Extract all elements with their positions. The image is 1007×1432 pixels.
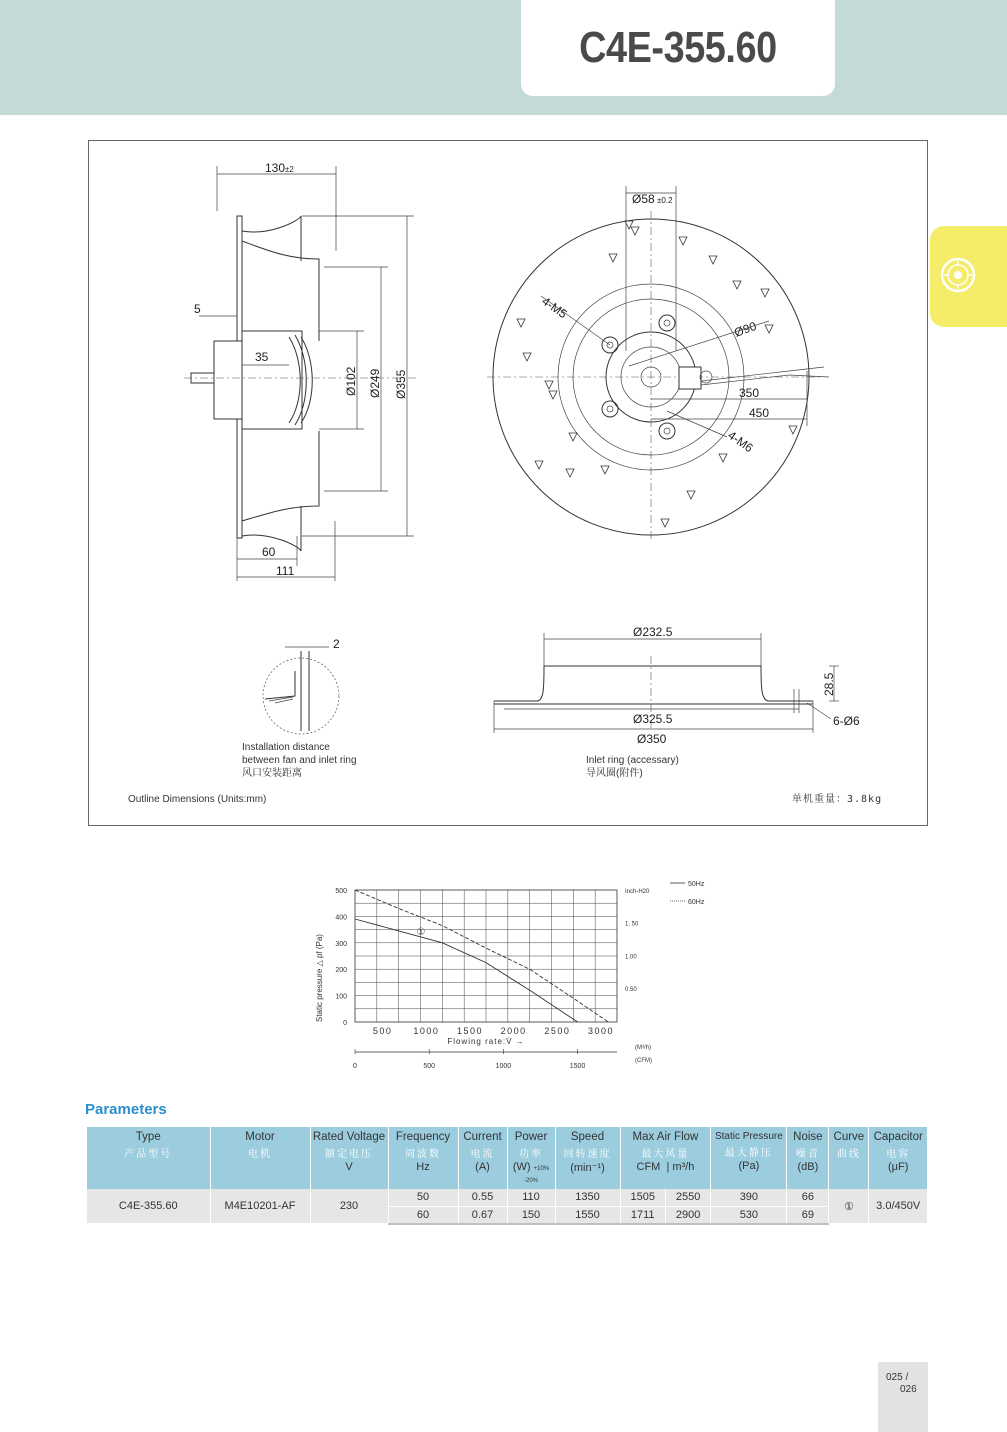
chart-x-axis-label: Flowing rate:V̇ →: [447, 1037, 525, 1046]
chart-grid: [355, 890, 617, 1054]
table-header-row: [87, 1127, 927, 1189]
cell-noise: 66: [787, 1189, 829, 1206]
cell-current: 0.55: [458, 1189, 507, 1206]
dim-6-d6: 6-Ø6: [833, 714, 860, 728]
ring-caption: [586, 754, 679, 780]
chart-cfm-tick-label: 1500: [569, 1063, 586, 1070]
cell-voltage: 230: [310, 1189, 388, 1224]
dim-28-5: 28.5: [822, 672, 836, 696]
col-voltage: Rated Voltage 额定电压 V: [310, 1127, 388, 1189]
dim-130-tol: ±2: [285, 165, 294, 174]
install-caption-line2: between fan and inlet ring: [242, 755, 357, 766]
chart-right-tick-label: 1.00: [625, 954, 637, 961]
cell-speed: 1550: [555, 1206, 620, 1224]
chart-right-tick-label: 0.50: [625, 987, 637, 993]
chart-x-tick-label: 3000: [587, 1026, 615, 1036]
install-caption: [242, 741, 357, 780]
col-noise: Noise 噪音 (dB): [787, 1127, 829, 1189]
cell-power: 110: [507, 1189, 555, 1206]
dim-d58: Ø58: [632, 192, 655, 206]
cell-curve: ①: [829, 1189, 869, 1224]
chart-y-tick-label: 400: [335, 914, 347, 922]
chart-legend-label: 50Hz: [688, 881, 705, 888]
title-box: [521, 0, 835, 96]
col-curve: Curve 曲线: [829, 1127, 869, 1189]
chart-svg: [300, 870, 720, 1080]
dim-d355: Ø355: [394, 369, 408, 399]
chart-cfm-unit: (CFM): [635, 1058, 652, 1064]
cell-m3h: 2550: [665, 1189, 710, 1206]
dim-350: 350: [739, 386, 760, 400]
cell-type: C4E-355.60: [87, 1189, 210, 1224]
performance-chart: [300, 870, 720, 1080]
cell-freq: 50: [388, 1189, 458, 1206]
col-motor: Motor 电机: [210, 1127, 310, 1189]
cell-m3h: 2900: [665, 1206, 710, 1224]
dim-4-m5: 4-M5: [539, 293, 570, 322]
dim-111: 111: [276, 564, 295, 578]
dim-d58-tol: ±0.2: [657, 196, 673, 205]
col-max-air-flow: Max Air Flow 最大风量 CFM | m³/h: [620, 1127, 711, 1189]
chart-x-tick-label: 1000: [413, 1026, 440, 1036]
cell-capacitor: 3.0/450V: [869, 1189, 927, 1224]
dim-d249: Ø249: [368, 368, 382, 398]
brand-badge-icon: [940, 257, 976, 293]
install-caption-line3: 风口安装距离: [242, 768, 302, 779]
cell-noise: 69: [787, 1206, 829, 1224]
col-power: Power 功率 (W) +10% -20%: [507, 1127, 555, 1189]
parameters-table: [87, 1127, 927, 1225]
col-static-pressure: Static Pressure 最大静压 (Pa): [711, 1127, 787, 1189]
chart-x-tick-label: 2000: [500, 1026, 527, 1036]
dim-130: 130: [265, 161, 286, 175]
dim-4-m6: 4-M6: [725, 427, 756, 456]
chart-x-unit: (M³/h): [635, 1045, 651, 1051]
dim-5: 5: [194, 302, 201, 316]
chart-cfm-tick-label: 1000: [495, 1063, 512, 1070]
dim-d325-5: Ø325.5: [633, 712, 673, 726]
ring-caption-line2: 导风圈(附件): [586, 768, 643, 779]
dim-60: 60: [262, 545, 276, 559]
outline-label: Outline Dimensions (Units:mm): [128, 794, 267, 805]
inlet-ring-view: [494, 625, 860, 746]
chart-x-tick-label: 1500: [456, 1026, 484, 1036]
chart-labels: [315, 881, 705, 1070]
cell-power: 150: [507, 1206, 555, 1224]
cell-cfm: 1505: [620, 1189, 665, 1206]
chart-right-tick-label: 1. 50: [625, 921, 639, 928]
chart-x-tick-label: 500: [372, 1026, 393, 1036]
page-number-current: 025 /: [886, 1372, 909, 1383]
header-band: [0, 0, 1007, 115]
cell-speed: 1350: [555, 1189, 620, 1206]
install-caption-line1: Installation distance: [242, 742, 330, 753]
chart-y-axis-label: Static pressure △ pf (Pa): [315, 934, 324, 1022]
dim-2: 2: [333, 637, 340, 651]
cell-freq: 60: [388, 1206, 458, 1224]
dim-d350: Ø350: [637, 732, 667, 746]
chart-x-tick-label: 2500: [544, 1026, 571, 1036]
chart-y-tick-label: 300: [335, 940, 347, 948]
chart-y-tick-label: 500: [335, 888, 347, 895]
col-current: Current 电流 (A): [458, 1127, 507, 1189]
parameters-heading: Parameters: [85, 1101, 167, 1118]
page-title: C4E-355.60: [579, 23, 777, 72]
front-view: [487, 186, 829, 541]
chart-right-axis-label: Inch-H20: [625, 889, 650, 895]
ring-caption-line1: Inlet ring (accessary): [586, 755, 679, 766]
installation-detail: [263, 637, 340, 734]
chart-curve-marker: ①: [416, 926, 426, 938]
cell-motor: M4E10201-AF: [210, 1189, 310, 1224]
chart-y-tick-label: 100: [335, 993, 347, 1001]
chart-legend-label: 60Hz: [688, 899, 705, 906]
chart-y-tick-label: 200: [335, 967, 347, 975]
dim-35: 35: [255, 350, 269, 364]
col-speed: Speed 回转速度 (min⁻¹): [555, 1127, 620, 1189]
dim-d232-5: Ø232.5: [633, 625, 673, 639]
chart-y-tick-label: 0: [343, 1020, 347, 1027]
drawing-svg: [89, 141, 929, 827]
outline-drawing: [88, 140, 928, 826]
dim-450: 450: [749, 406, 770, 420]
cell-pressure: 530: [711, 1206, 787, 1224]
side-view: [184, 161, 419, 581]
page-number-next: 026: [900, 1384, 917, 1395]
side-tab[interactable]: [930, 226, 1007, 327]
weight-label: 单机重量：3.8kg: [792, 794, 883, 805]
cell-pressure: 390: [711, 1189, 787, 1206]
chart-cfm-tick-label: 0: [353, 1063, 357, 1070]
col-capacitor: Capacitor 电容 (μF): [869, 1127, 927, 1189]
page-number: [878, 1362, 928, 1432]
dim-d102: Ø102: [344, 366, 358, 396]
cell-current: 0.67: [458, 1206, 507, 1224]
col-type: Type 产品型号: [87, 1127, 210, 1189]
dim-d90: Ø90: [732, 318, 759, 340]
chart-series-line-50hz: [355, 919, 578, 1022]
cell-cfm: 1711: [620, 1206, 665, 1224]
table-row: [87, 1189, 927, 1206]
chart-cfm-tick-label: 500: [423, 1063, 436, 1070]
col-frequency: Frequency 周波数 Hz: [388, 1127, 458, 1189]
